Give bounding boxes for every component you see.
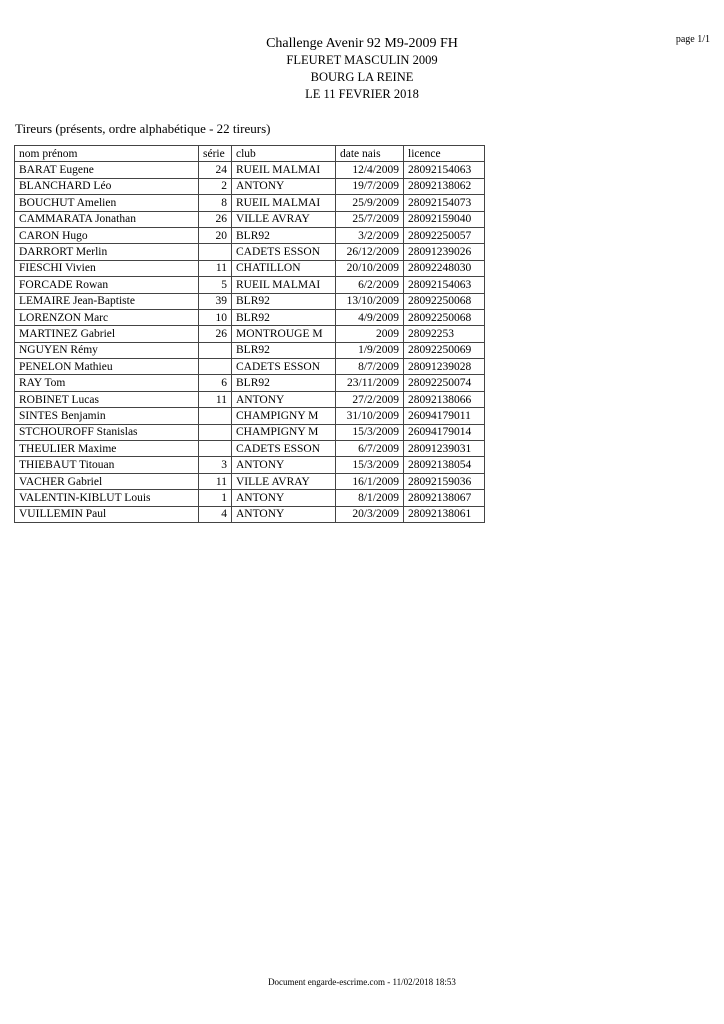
event-name: FLEURET MASCULIN 2009 — [286, 53, 438, 67]
cell-date: 6/2/2009 — [336, 277, 404, 293]
cell-licence: 28092250057 — [404, 227, 485, 243]
cell-serie: 1 — [199, 490, 232, 506]
cell-date: 20/3/2009 — [336, 506, 404, 522]
cell-serie: 20 — [199, 227, 232, 243]
cell-club: CHAMPIGNY M — [232, 408, 336, 424]
table-row — [15, 227, 485, 243]
cell-licence: 28091239026 — [404, 244, 485, 260]
cell-club: RUEIL MALMAI — [232, 277, 336, 293]
cell-date: 19/7/2009 — [336, 178, 404, 194]
cell-name: LORENZON Marc — [15, 309, 199, 325]
column-header-licence: licence — [404, 146, 485, 162]
cell-licence: 28092138054 — [404, 457, 485, 473]
table-row — [15, 391, 485, 407]
cell-serie: 39 — [199, 293, 232, 309]
cell-date: 26/12/2009 — [336, 244, 404, 260]
cell-date: 4/9/2009 — [336, 309, 404, 325]
table-row — [15, 326, 485, 342]
cell-date: 2009 — [336, 326, 404, 342]
table-header-row — [15, 146, 485, 162]
cell-date: 27/2/2009 — [336, 391, 404, 407]
cell-licence: 28092154063 — [404, 162, 485, 178]
cell-licence: 28092253 — [404, 326, 485, 342]
cell-date: 20/10/2009 — [336, 260, 404, 276]
cell-serie: 10 — [199, 309, 232, 325]
cell-name: FORCADE Rowan — [15, 277, 199, 293]
cell-licence: 28092159036 — [404, 473, 485, 489]
cell-club: ANTONY — [232, 490, 336, 506]
cell-club: BLR92 — [232, 293, 336, 309]
cell-serie: 24 — [199, 162, 232, 178]
cell-name: VACHER Gabriel — [15, 473, 199, 489]
cell-name: NGUYEN Rémy — [15, 342, 199, 358]
cell-date: 8/1/2009 — [336, 490, 404, 506]
cell-serie: 4 — [199, 506, 232, 522]
table-row — [15, 359, 485, 375]
cell-club: BLR92 — [232, 342, 336, 358]
cell-licence: 28092138066 — [404, 391, 485, 407]
cell-club: CHATILLON — [232, 260, 336, 276]
cell-name: VUILLEMIN Paul — [15, 506, 199, 522]
cell-licence: 28092250068 — [404, 293, 485, 309]
cell-date: 13/10/2009 — [336, 293, 404, 309]
cell-licence: 28092250074 — [404, 375, 485, 391]
table-row — [15, 293, 485, 309]
cell-date: 15/3/2009 — [336, 457, 404, 473]
event-location: BOURG LA REINE — [310, 70, 414, 84]
cell-club: BLR92 — [232, 375, 336, 391]
cell-licence: 28092250068 — [404, 309, 485, 325]
cell-club: ANTONY — [232, 506, 336, 522]
cell-name: DARRORT Merlin — [15, 244, 199, 260]
cell-name: RAY Tom — [15, 375, 199, 391]
cell-club: BLR92 — [232, 227, 336, 243]
cell-serie — [199, 342, 232, 358]
cell-licence: 28092138062 — [404, 178, 485, 194]
table-row — [15, 309, 485, 325]
cell-club: MONTROUGE M — [232, 326, 336, 342]
cell-name: ROBINET Lucas — [15, 391, 199, 407]
table-row — [15, 260, 485, 276]
table-row — [15, 473, 485, 489]
cell-licence: 28092138067 — [404, 490, 485, 506]
cell-serie: 8 — [199, 195, 232, 211]
cell-date: 16/1/2009 — [336, 473, 404, 489]
cell-name: SINTES Benjamin — [15, 408, 199, 424]
column-header-date: date nais — [336, 146, 404, 162]
cell-licence: 28092159040 — [404, 211, 485, 227]
document-footer: Document engarde-escrime.com - 11/02/2018 18:53 — [268, 977, 456, 987]
cell-licence: 28091239028 — [404, 359, 485, 375]
cell-name: LEMAIRE Jean-Baptiste — [15, 293, 199, 309]
cell-date: 3/2/2009 — [336, 227, 404, 243]
table-row — [15, 178, 485, 194]
cell-club: ANTONY — [232, 391, 336, 407]
cell-serie: 3 — [199, 457, 232, 473]
cell-licence: 26094179011 — [404, 408, 485, 424]
table-row — [15, 244, 485, 260]
cell-licence: 28092154063 — [404, 277, 485, 293]
cell-licence: 26094179014 — [404, 424, 485, 440]
cell-date: 25/7/2009 — [336, 211, 404, 227]
table-row — [15, 277, 485, 293]
cell-serie: 11 — [199, 260, 232, 276]
cell-name: BOUCHUT Amelien — [15, 195, 199, 211]
cell-date: 31/10/2009 — [336, 408, 404, 424]
cell-name: FIESCHI Vivien — [15, 260, 199, 276]
cell-date: 6/7/2009 — [336, 441, 404, 457]
cell-serie — [199, 244, 232, 260]
cell-serie: 11 — [199, 473, 232, 489]
table-row — [15, 375, 485, 391]
page-number: page 1/1 — [675, 34, 710, 45]
cell-serie: 11 — [199, 391, 232, 407]
cell-date: 1/9/2009 — [336, 342, 404, 358]
cell-club: CHAMPIGNY M — [232, 424, 336, 440]
cell-club: RUEIL MALMAI — [232, 195, 336, 211]
cell-name: BLANCHARD Léo — [15, 178, 199, 194]
cell-club: RUEIL MALMAI — [232, 162, 336, 178]
list-subtitle: Tireurs (présents, ordre alphabétique - 22 tireurs) — [15, 121, 271, 136]
cell-name: PENELON Mathieu — [15, 359, 199, 375]
cell-club: ANTONY — [232, 178, 336, 194]
cell-serie: 26 — [199, 211, 232, 227]
cell-licence: 28092248030 — [404, 260, 485, 276]
cell-club: CADETS ESSON — [232, 244, 336, 260]
column-header-serie: série — [199, 146, 232, 162]
cell-serie — [199, 359, 232, 375]
table-row — [15, 195, 485, 211]
cell-name: CARON Hugo — [15, 227, 199, 243]
cell-name: THEULIER Maxime — [15, 441, 199, 457]
cell-serie — [199, 408, 232, 424]
cell-serie: 2 — [199, 178, 232, 194]
cell-serie — [199, 441, 232, 457]
cell-name: CAMMARATA Jonathan — [15, 211, 199, 227]
table-row — [15, 490, 485, 506]
cell-date: 25/9/2009 — [336, 195, 404, 211]
table-row — [15, 424, 485, 440]
cell-club: VILLE AVRAY — [232, 211, 336, 227]
cell-name: STCHOUROFF Stanislas — [15, 424, 199, 440]
cell-name: BARAT Eugene — [15, 162, 199, 178]
cell-date: 15/3/2009 — [336, 424, 404, 440]
cell-club: CADETS ESSON — [232, 359, 336, 375]
cell-club: BLR92 — [232, 309, 336, 325]
cell-club: VILLE AVRAY — [232, 473, 336, 489]
cell-date: 8/7/2009 — [336, 359, 404, 375]
cell-serie: 5 — [199, 277, 232, 293]
cell-club: ANTONY — [232, 457, 336, 473]
table-row — [15, 342, 485, 358]
table-row — [15, 441, 485, 457]
competition-title: Challenge Avenir 92 M9-2009 FH — [266, 36, 458, 51]
table-row — [15, 162, 485, 178]
cell-serie — [199, 424, 232, 440]
cell-licence: 28091239031 — [404, 441, 485, 457]
cell-club: CADETS ESSON — [232, 441, 336, 457]
cell-serie: 6 — [199, 375, 232, 391]
document-header — [0, 35, 724, 103]
cell-date: 23/11/2009 — [336, 375, 404, 391]
table-row — [15, 506, 485, 522]
cell-name: THIEBAUT Titouan — [15, 457, 199, 473]
table-body — [15, 162, 485, 523]
table-row — [15, 457, 485, 473]
cell-date: 12/4/2009 — [336, 162, 404, 178]
cell-licence: 28092154073 — [404, 195, 485, 211]
cell-name: VALENTIN-KIBLUT Louis — [15, 490, 199, 506]
cell-name: MARTINEZ Gabriel — [15, 326, 199, 342]
cell-serie: 26 — [199, 326, 232, 342]
event-date: LE 11 FEVRIER 2018 — [305, 87, 419, 101]
table-row — [15, 211, 485, 227]
cell-licence: 28092138061 — [404, 506, 485, 522]
column-header-club: club — [232, 146, 336, 162]
table-row — [15, 408, 485, 424]
cell-licence: 28092250069 — [404, 342, 485, 358]
fencers-table — [14, 145, 485, 523]
column-header-name: nom prénom — [15, 146, 199, 162]
